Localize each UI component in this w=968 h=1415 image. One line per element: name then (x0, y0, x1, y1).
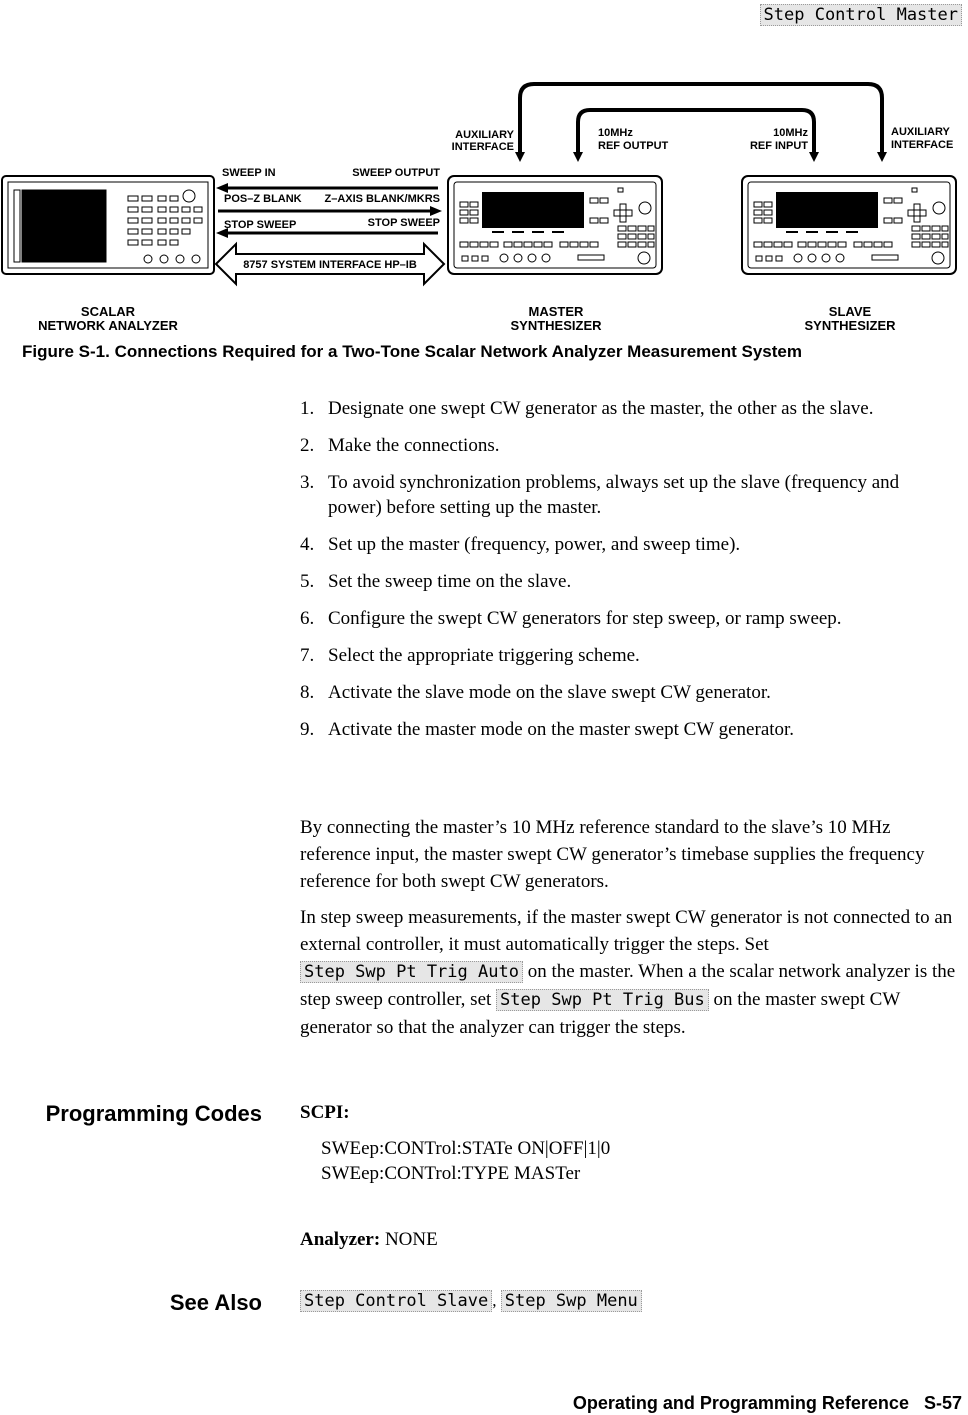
step-text: Activate the master mode on the master swept CW generator. (328, 719, 795, 740)
aux-interface-cable (520, 84, 882, 152)
label-master-1: MASTER (528, 304, 584, 319)
header-softkey: Step Control Master (760, 4, 962, 26)
label-master-2: SYNTHESIZER (510, 318, 602, 333)
step-number: 7. (300, 645, 315, 666)
page-footer (573, 1393, 962, 1414)
slave-synthesizer-device (742, 176, 956, 274)
scalar-network-analyzer-device (2, 176, 214, 274)
label-stop-sweep-left: STOP SWEEP (224, 219, 297, 231)
step-text: To avoid synchronization problems, always set up the slave (frequency and power) before setting up the master. (328, 472, 900, 518)
scpi-command: SWEep:CONTrol:TYPE MASTer (321, 1163, 581, 1184)
master-synthesizer-device (448, 176, 662, 274)
label-aux-master-2: INTERFACE (451, 141, 514, 153)
step-number: 9. (300, 719, 315, 740)
list-item (300, 717, 968, 742)
step-text: Set the sweep time on the slave. (328, 571, 572, 592)
step-number: 2. (300, 435, 315, 456)
list-item (300, 680, 968, 705)
label-ref-in-2: REF INPUT (749, 140, 808, 152)
para2-part1: In step sweep measurements, if the master swept CW generator is not connected to an external controller, it must automatically trigger the steps. Set (300, 907, 953, 955)
softkey-step-swp-pt-trig-bus[interactable]: Step Swp Pt Trig Bus (496, 989, 709, 1011)
label-sweep-in: SWEEP IN (222, 167, 276, 179)
analyzer-label: Analyzer: (300, 1229, 381, 1250)
para2-part3: on the master swept CW generator so that the analyzer can trigger the steps. (300, 989, 900, 1038)
see-also-separator: , (492, 1291, 497, 1310)
label-zaxis-blank: Z–AXIS BLANK/MKRS (324, 193, 440, 205)
programming-codes-heading: Programming Codes (45, 1101, 262, 1126)
label-slave-1: SLAVE (828, 304, 872, 319)
list-item (300, 433, 968, 458)
softkey-step-swp-menu[interactable]: Step Swp Menu (501, 1290, 642, 1312)
steps-list (300, 396, 968, 754)
para2-part2: on the master. When a the scalar network analyzer is the step sweep controller, set (300, 961, 956, 1010)
softkey-step-swp-pt-trig-auto[interactable]: Step Swp Pt Trig Auto (300, 961, 523, 983)
connection-diagram (0, 70, 968, 340)
step-number: 1. (300, 398, 315, 419)
analyzer-line (300, 1229, 438, 1251)
label-aux-master-1: AUXILIARY (455, 129, 514, 141)
step-number: 3. (300, 472, 315, 493)
label-slave-2: SYNTHESIZER (804, 318, 896, 333)
see-also-links (300, 1291, 642, 1311)
step-text: Activate the slave mode on the slave swept CW generator. (328, 682, 771, 703)
step-number: 8. (300, 682, 315, 703)
analyzer-value: NONE (384, 1229, 438, 1250)
step-number: 5. (300, 571, 315, 592)
figure-caption: Figure S-1. Connections Required for a Two-Tone Scalar Network Analyzer Measurement System (22, 342, 802, 361)
label-ref-in-1: 10MHz (773, 127, 808, 139)
step-number: 4. (300, 534, 315, 555)
list-item (300, 606, 938, 631)
step-text: Set up the master (frequency, power, and sweep time). (328, 534, 741, 555)
label-aux-slave-1: AUXILIARY (891, 126, 950, 138)
label-sna-2: NETWORK ANALYZER (38, 318, 178, 333)
label-system-interface: 8757 SYSTEM INTERFACE HP–IB (243, 259, 417, 271)
label-sweep-output: SWEEP OUTPUT (352, 167, 440, 179)
connection-diagram-svg (0, 70, 968, 340)
step-sweep-paragraph (300, 904, 960, 1041)
list-item (300, 569, 968, 594)
step-text: Make the connections. (328, 435, 500, 456)
list-item (300, 643, 968, 668)
label-ref-out-1: 10MHz (598, 127, 633, 139)
label-stop-sweep-right: STOP SWEEP (367, 217, 440, 229)
step-text: Select the appropriate triggering scheme. (328, 645, 640, 666)
list-item (300, 532, 968, 557)
list-item (300, 470, 928, 520)
reference-paragraph: By connecting the master’s 10 MHz reference standard to the slave’s 10 MHz reference input, the master swept CW generator’s timebase supplies the frequency reference for both swept CW generators. (300, 817, 925, 892)
label-ref-out-2: REF OUTPUT (598, 140, 669, 152)
footer-section: Operating and Programming Reference (572, 1393, 909, 1413)
scpi-command: SWEep:CONTrol:STATe ON|OFF|1|0 (321, 1138, 611, 1159)
page-number: S-57 (923, 1393, 962, 1413)
see-also-heading: See Also (169, 1290, 262, 1315)
scpi-label: SCPI: (300, 1102, 350, 1123)
label-aux-slave-2: INTERFACE (891, 139, 954, 151)
step-text: Designate one swept CW generator as the master, the other as the slave. (328, 398, 874, 419)
step-number: 6. (300, 608, 315, 629)
label-posz-blank: POS–Z BLANK (224, 193, 302, 205)
label-sna-1: SCALAR (80, 304, 136, 319)
list-item (300, 396, 968, 421)
step-text: Configure the swept CW generators for step sweep, or ramp sweep. (328, 608, 842, 629)
softkey-step-control-slave[interactable]: Step Control Slave (300, 1290, 492, 1312)
